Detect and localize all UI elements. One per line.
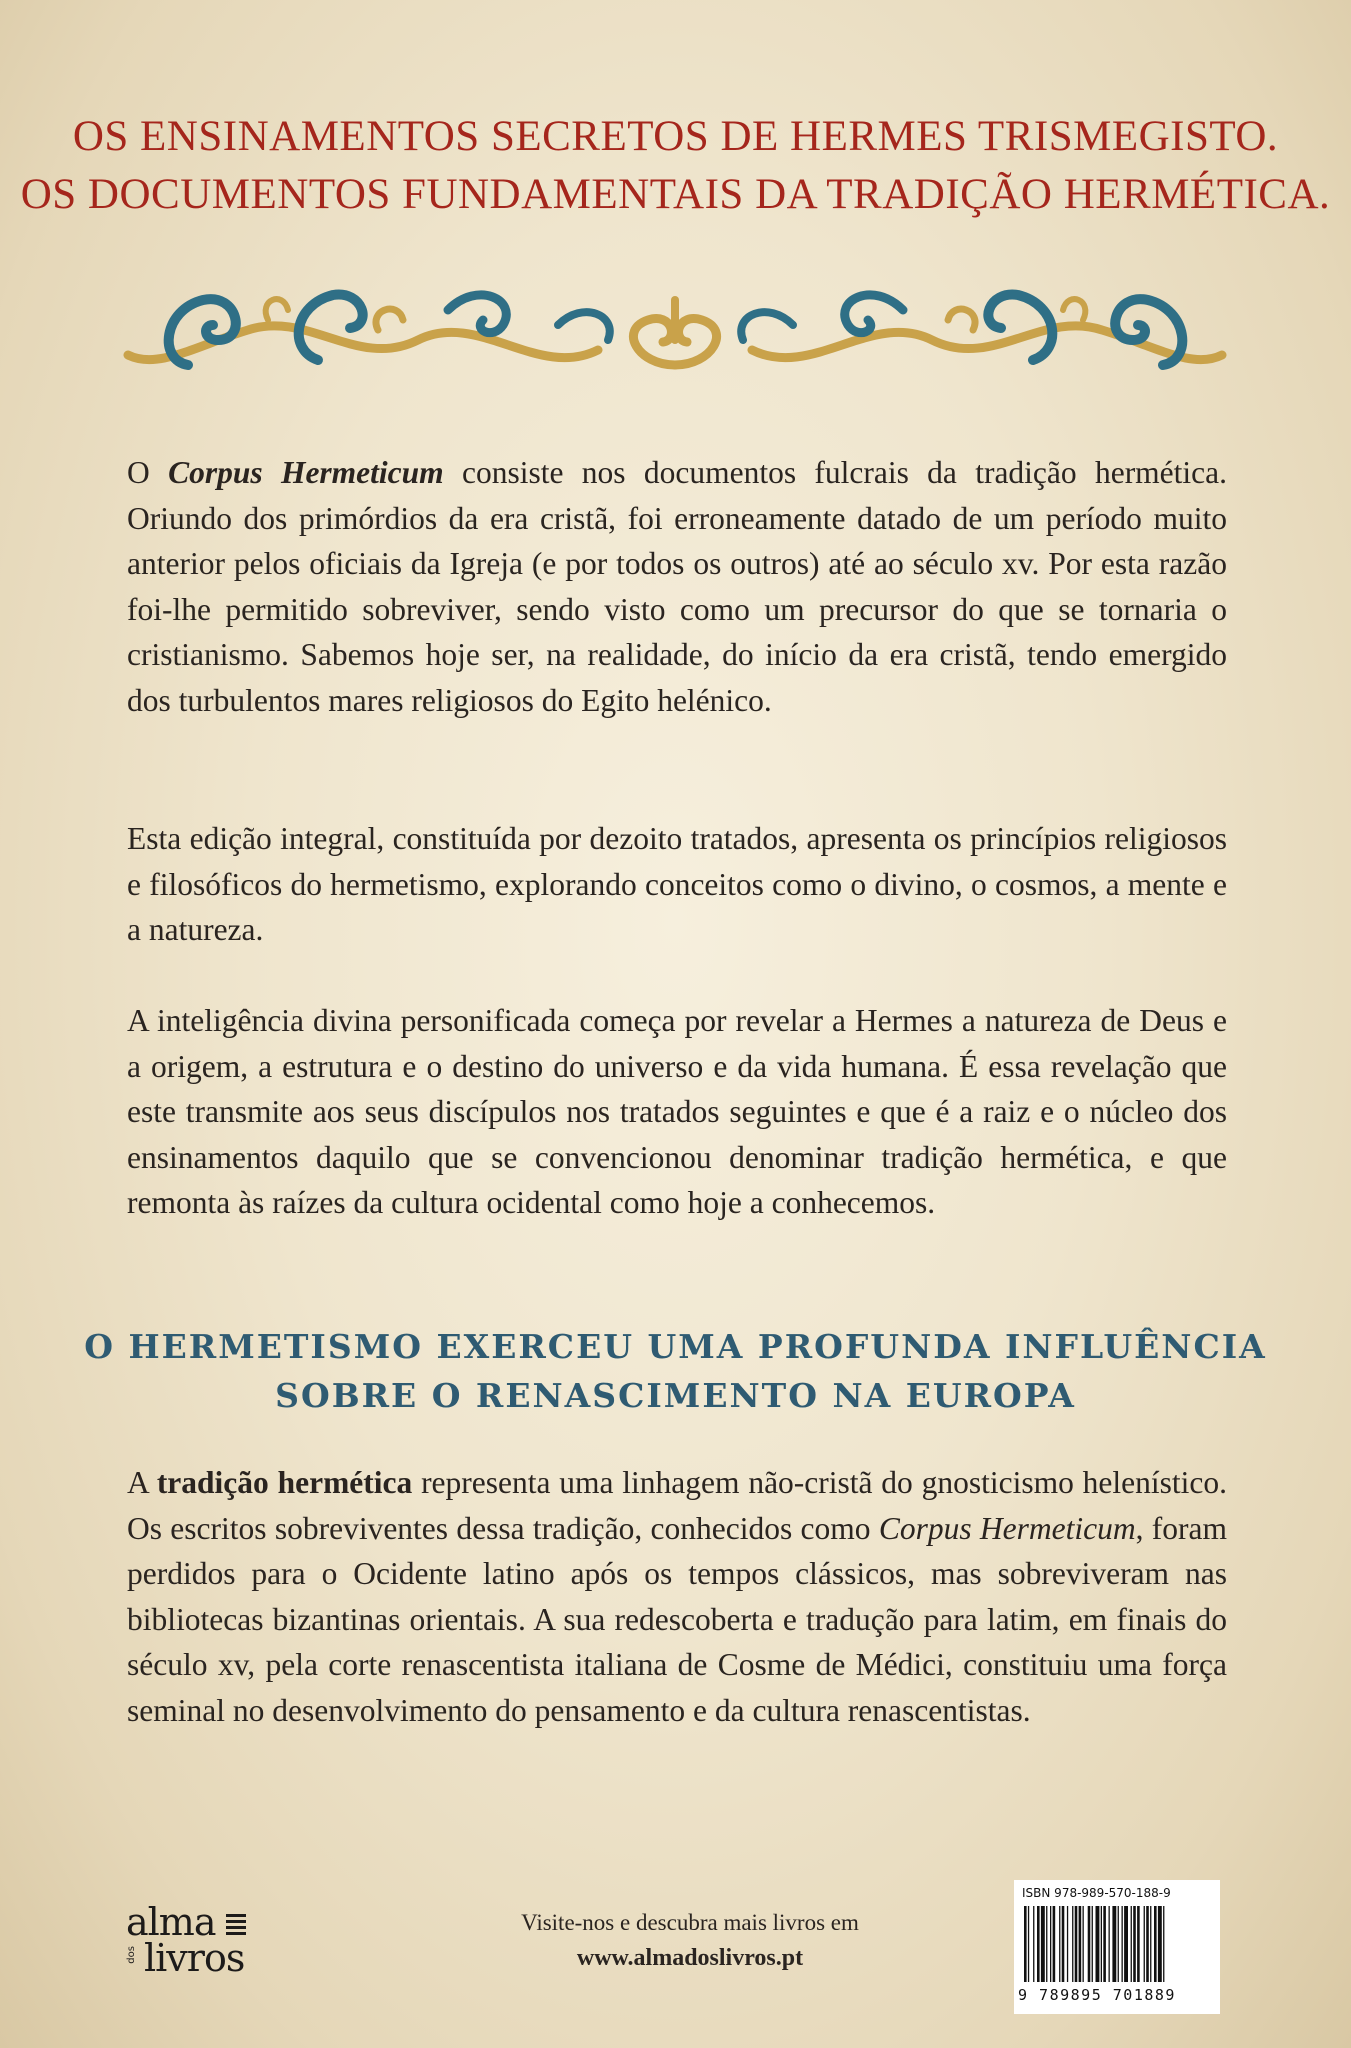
website-link[interactable]: www.almadoslivros.pt xyxy=(576,1945,804,1971)
isbn-digits: 9 789895 701889 xyxy=(1018,1986,1176,2004)
isbn-label: ISBN 978-989-570-188-9 xyxy=(1022,1886,1171,1900)
subheading-line-2: SOBRE O RENASCIMENTO NA EUROPA xyxy=(275,1376,1076,1415)
headline-line-2: OS DOCUMENTOS FUNDAMENTAIS DA TRADIÇÃO HERMÉTICA. xyxy=(20,171,1331,218)
isbn-barcode xyxy=(1014,1880,1220,2014)
logo-livros: livros xyxy=(144,1936,245,1980)
revelation-paragraph xyxy=(127,998,1227,1226)
barcode-icon xyxy=(1022,1906,1212,1986)
tradition-term: tradição hermética xyxy=(156,1465,413,1500)
paragraph-text: consiste nos documentos fulcrais da tradição hermética. Oriundo dos primórdios da era cristã, foi erroneamente datado de um período muito anterior pelos oficiais da Igreja (e por todos os outros) até ao século xv. Por esta razão foi-lhe permitido sobreviver, sendo visto como um precursor do que se tornaria o cristianismo. Sabemos hoje ser, na realidade, do início da era cristã, tendo emergido dos turbulentos mares religiosos do Egito helénico. xyxy=(127,455,1228,718)
paragraph-text: Esta edição integral, constituída por dezoito tratados, apresenta os princípios religiosos e filosóficos do hermetismo, explorando conceitos como o divino, o cosmos, a mente e a natureza. xyxy=(127,821,1227,947)
paragraph-lead: O xyxy=(127,455,169,490)
tradition-paragraph xyxy=(127,1460,1227,1733)
publisher-logo xyxy=(126,1900,266,1982)
paragraph-text: representa uma linhagem não-cristã do gnosticismo helenístico. Os escritos sobreviventes dessa tradição, conhecidos como xyxy=(127,1465,1227,1546)
headline-line-1: OS ENSINAMENTOS SECRETOS DE HERMES TRISMEGISTO. xyxy=(72,113,1279,160)
paragraph-text: A inteligência divina personificada começa por revelar a Hermes a natureza de Deus e a origem, a estrutura e o destino do universo e da vida humana. É essa revelação que este transmite aos seus discípulos nos tratados seguintes e que é a raiz e o núcleo dos ensinamentos daquilo que se convencionou denominar tradição hermética, e que remonta às raízes da cultura ocidental como hoje a conhecemos. xyxy=(127,1003,1227,1220)
corpus-title: Corpus Hermeticum xyxy=(878,1510,1136,1546)
edition-paragraph xyxy=(127,816,1227,953)
baroque-scroll-ornament-icon xyxy=(118,270,1233,390)
logo-bars-icon xyxy=(226,1914,246,1938)
logo-alma: alma xyxy=(126,1900,216,1944)
logo-dos: dos xyxy=(126,1946,137,1964)
corpus-title: Corpus Hermeticum xyxy=(168,455,444,490)
visit-text: Visite-nos e descubra mais livros em xyxy=(521,1910,859,1935)
paragraph-text: , foram perdidos para o Ocidente latino após os tempos clássicos, mas sobreviveram nas bibliotecas bizantinas orientais. A sua redescoberta e tradução para latim, em finais do século xv, pela corte renascentista italiana de Cosme de Médici, constituiu uma força seminal no desenvolvimento do pensamento e da cultura renascentistas. xyxy=(127,1510,1228,1728)
subheading-line-1: O HERMETISMO EXERCEU UMA PROFUNDA INFLUÊNCIA xyxy=(84,1327,1267,1366)
paragraph-lead: A xyxy=(127,1465,157,1500)
intro-paragraph xyxy=(127,450,1227,723)
